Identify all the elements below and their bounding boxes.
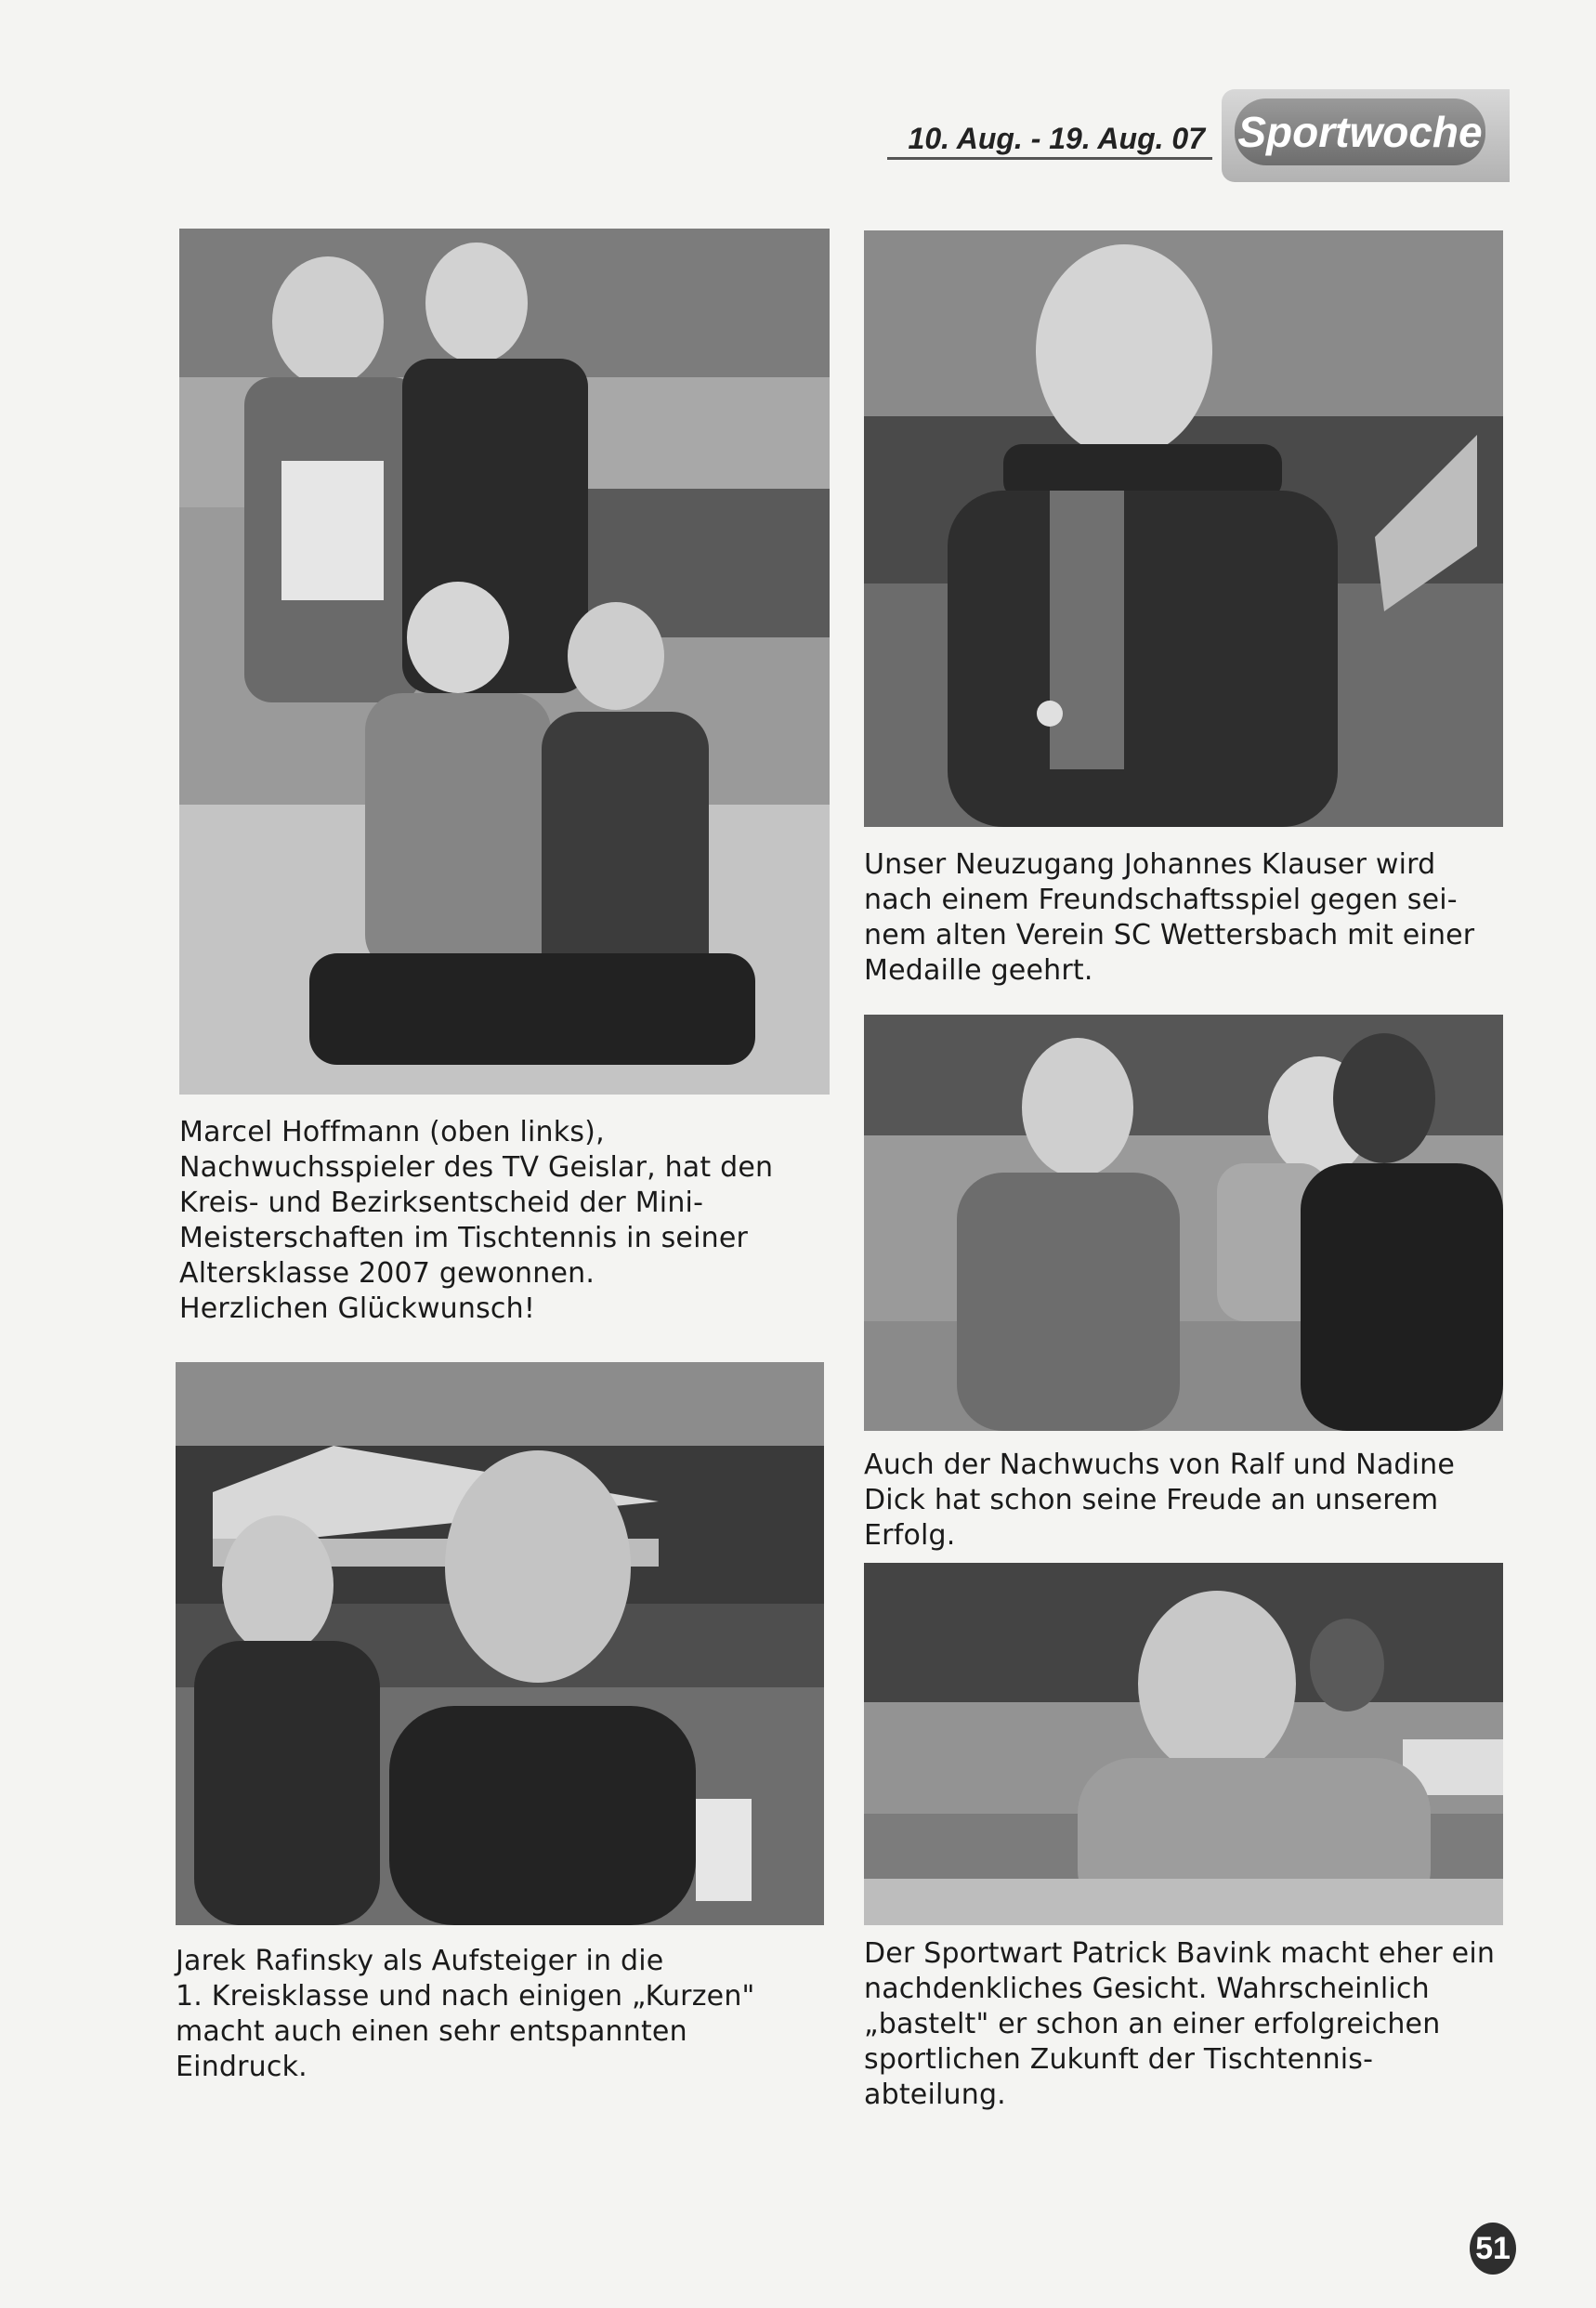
- caption-line: Auch der Nachwuchs von Ralf und Nadine: [864, 1449, 1456, 1481]
- photo-johannes-medal: [864, 230, 1503, 827]
- caption-line: Dick hat schon seine Freude an unserem: [864, 1484, 1439, 1516]
- caption-jarek: [176, 1944, 755, 2085]
- caption-marcel: [179, 1115, 773, 1327]
- caption-johannes: [864, 847, 1474, 989]
- photo-family-baby: [864, 1015, 1503, 1431]
- caption-line: Herzlichen Glückwunsch!: [179, 1292, 536, 1325]
- caption-line: Medaille geehrt.: [864, 954, 1093, 987]
- caption-line: Jarek Rafinsky als Aufsteiger in die: [176, 1945, 664, 1977]
- caption-line: nach einem Freundschaftsspiel gegen sei-: [864, 884, 1458, 916]
- photo-kids-trophies: [179, 229, 830, 1095]
- caption-line: Nachwuchsspieler des TV Geislar, hat den: [179, 1151, 774, 1184]
- caption-line: Altersklasse 2007 gewonnen.: [179, 1257, 595, 1290]
- photo-jarek-tent: [176, 1362, 824, 1925]
- caption-line: sportlichen Zukunft der Tischtennis-: [864, 2043, 1374, 2076]
- caption-line: „bastelt" er schon an einer erfolgreichen: [864, 2008, 1441, 2040]
- caption-line: 1. Kreisklasse und nach einigen „Kurzen": [176, 1980, 755, 2013]
- caption-line: Erfolg.: [864, 1519, 956, 1552]
- header-date-range: 10. Aug. - 19. Aug. 07: [887, 117, 1212, 160]
- caption-line: Eindruck.: [176, 2051, 307, 2083]
- caption-line: Meisterschaften im Tischtennis in seiner: [179, 1222, 749, 1254]
- caption-line: Der Sportwart Patrick Bavink macht eher ein: [864, 1937, 1496, 1970]
- caption-line: Kreis- und Bezirksentscheid der Mini-: [179, 1187, 704, 1219]
- caption-line: nem alten Verein SC Wettersbach mit einer: [864, 919, 1475, 951]
- caption-patrick: [864, 1936, 1495, 2113]
- section-tab: [1222, 89, 1510, 182]
- caption-line: nachdenkliches Gesicht. Wahrscheinlich: [864, 1973, 1430, 2005]
- caption-line: abteilung.: [864, 2079, 1006, 2111]
- photo-patrick-thinking: [864, 1563, 1503, 1925]
- caption-line: macht auch einen sehr entspannten: [176, 2015, 687, 2048]
- caption-nachwuchs: [864, 1448, 1455, 1554]
- caption-line: Unser Neuzugang Johannes Klauser wird: [864, 848, 1436, 881]
- caption-line: Marcel Hoffmann (oben links),: [179, 1116, 605, 1148]
- section-title: Sportwoche: [1235, 98, 1485, 165]
- page-number: 51: [1470, 2223, 1516, 2275]
